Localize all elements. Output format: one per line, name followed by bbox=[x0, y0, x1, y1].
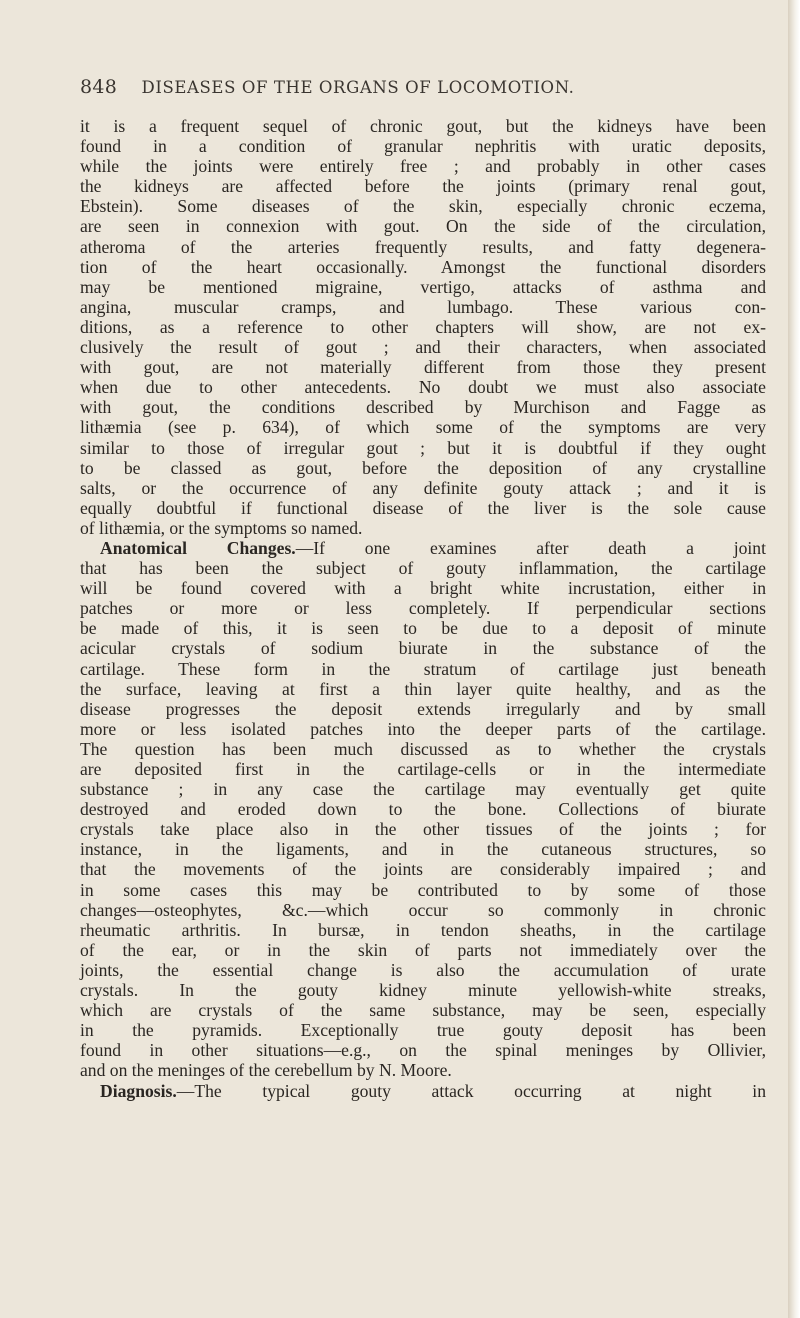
line-text: with gout, are not materially different from those they present bbox=[80, 357, 766, 378]
line-text: that has been the subject of gouty inflammation, the cartilage bbox=[80, 558, 766, 579]
line-text: tion of the heart occasionally. Amongst the functional disorders bbox=[80, 256, 766, 277]
text-line bbox=[80, 317, 766, 337]
running-head bbox=[80, 76, 770, 98]
line-text: patches or more or less completely. If perpendicular sections bbox=[80, 598, 766, 619]
text-line bbox=[80, 116, 766, 136]
line-text: —The typical gouty attack occurring at night in bbox=[176, 1080, 766, 1101]
text-line bbox=[80, 417, 766, 437]
text-line bbox=[80, 638, 766, 658]
text-line bbox=[80, 980, 766, 1000]
line-text: rheumatic arthritis. In bursæ, in tendon sheaths, in the cartilage bbox=[80, 919, 766, 940]
running-head-title: DISEASES OF THE ORGANS OF LOCOMOTION. bbox=[141, 78, 575, 97]
section-heading: Diagnosis. bbox=[100, 1080, 177, 1101]
line-text: disease progresses the deposit extends irregularly and by small bbox=[80, 698, 766, 719]
text-line bbox=[80, 659, 766, 679]
line-text: joints, the essential change is also the accumulation of urate bbox=[80, 959, 766, 980]
text-line bbox=[80, 880, 766, 900]
line-text: —If one examines after death a joint bbox=[295, 537, 766, 558]
text-line bbox=[80, 538, 766, 558]
text-line bbox=[80, 1040, 766, 1060]
line-text: equally doubtful if functional disease of the liver is the sole cause bbox=[80, 497, 766, 518]
text-line bbox=[80, 1000, 766, 1020]
text-line bbox=[80, 779, 766, 799]
line-text: it is a frequent sequel of chronic gout, but the kidneys have been bbox=[80, 116, 766, 136]
body-text bbox=[80, 116, 766, 1101]
line-text: which are crystals of the same substance, may be seen, especially bbox=[80, 1000, 766, 1021]
line-text: cartilage. These form in the stratum of cartilage just beneath bbox=[80, 658, 766, 679]
line-text: the surface, leaving at first a thin layer quite healthy, and as the bbox=[80, 678, 766, 699]
line-text: more or less isolated patches into the deeper parts of the cartilage. bbox=[80, 718, 766, 739]
line-text: when due to other antecedents. No doubt we must also associate bbox=[80, 377, 766, 398]
line-text: clusively the result of gout ; and their characters, when associated bbox=[80, 337, 766, 358]
text-line bbox=[80, 799, 766, 819]
line-text: destroyed and eroded down to the bone. Collections of biurate bbox=[80, 799, 766, 820]
text-line bbox=[80, 518, 766, 538]
line-text: instance, in the ligaments, and in the cutaneous structures, so bbox=[80, 839, 766, 860]
line-text: while the joints were entirely free ; and probably in other cases bbox=[80, 156, 766, 177]
text-line bbox=[80, 498, 766, 518]
line-text: changes—osteophytes, &c.—which occur so commonly in chronic bbox=[80, 899, 766, 920]
text-line bbox=[80, 357, 766, 377]
line-text: similar to those of irregular gout ; but it is doubtful if they ought bbox=[80, 437, 766, 458]
text-line bbox=[80, 297, 766, 317]
line-text: atheroma of the arteries frequently results, and fatty degenera- bbox=[80, 236, 766, 257]
text-line bbox=[80, 859, 766, 879]
text-line bbox=[80, 900, 766, 920]
text-line bbox=[80, 940, 766, 960]
text-line bbox=[80, 819, 766, 839]
line-text: of the ear, or in the skin of parts not immediately over the bbox=[80, 939, 766, 960]
text-line bbox=[80, 337, 766, 357]
text-line bbox=[80, 397, 766, 417]
text-line bbox=[80, 1081, 766, 1101]
text-line bbox=[80, 739, 766, 759]
text-line bbox=[80, 478, 766, 498]
line-text: found in a condition of granular nephritis with uratic deposits, bbox=[80, 136, 766, 157]
page-edge bbox=[788, 0, 800, 1318]
text-line bbox=[80, 679, 766, 699]
text-line bbox=[80, 438, 766, 458]
line-text: in the pyramids. Exceptionally true gouty deposit has been bbox=[80, 1020, 766, 1041]
line-text: acicular crystals of sodium biurate in the substance of the bbox=[80, 638, 766, 659]
line-text: in some cases this may be contributed to by some of those bbox=[80, 879, 766, 900]
line-text: of lithæmia, or the symptoms so named. bbox=[80, 517, 363, 538]
line-text: found in other situations—e.g., on the spinal meninges by Ollivier, bbox=[80, 1040, 766, 1061]
line-text: lithæmia (see p. 634), of which some of the symptoms are very bbox=[80, 417, 766, 438]
text-line bbox=[80, 237, 766, 257]
line-text: will be found covered with a bright white incrustation, either in bbox=[80, 578, 766, 599]
line-text: to be classed as gout, before the deposition of any crystalline bbox=[80, 457, 766, 478]
text-line bbox=[80, 578, 766, 598]
text-line bbox=[80, 176, 766, 196]
line-text: crystals. In the gouty kidney minute yellowish-white streaks, bbox=[80, 980, 766, 1001]
text-line bbox=[80, 920, 766, 940]
page-number: 848 bbox=[80, 76, 118, 98]
text-line bbox=[80, 257, 766, 277]
line-text: with gout, the conditions described by Murchison and Fagge as bbox=[80, 397, 766, 418]
text-line bbox=[80, 1020, 766, 1040]
text-line bbox=[80, 277, 766, 297]
line-text: angina, muscular cramps, and lumbago. These various con- bbox=[80, 296, 766, 317]
line-text: substance ; in any case the cartilage may eventually get quite bbox=[80, 779, 766, 800]
text-line bbox=[80, 558, 766, 578]
line-text: The question has been much discussed as to whether the crystals bbox=[80, 738, 766, 759]
text-line bbox=[80, 598, 766, 618]
text-line bbox=[80, 618, 766, 638]
line-text: are seen in connexion with gout. On the side of the circulation, bbox=[80, 216, 766, 237]
text-line bbox=[80, 839, 766, 859]
line-text: Ebstein). Some diseases of the skin, especially chronic eczema, bbox=[80, 196, 766, 217]
text-line bbox=[80, 719, 766, 739]
text-line bbox=[80, 759, 766, 779]
line-text: the kidneys are affected before the joints (primary renal gout, bbox=[80, 176, 766, 197]
text-line bbox=[80, 196, 766, 216]
text-line bbox=[80, 156, 766, 176]
line-text: that the movements of the joints are considerably impaired ; and bbox=[80, 859, 766, 880]
text-line bbox=[80, 216, 766, 236]
text-line bbox=[80, 458, 766, 478]
text-line bbox=[80, 377, 766, 397]
text-line bbox=[80, 960, 766, 980]
line-text: be made of this, it is seen to be due to a deposit of minute bbox=[80, 618, 766, 639]
line-text: and on the meninges of the cerebellum by N. Moore. bbox=[80, 1060, 452, 1081]
line-text: are deposited first in the cartilage-cells or in the intermediate bbox=[80, 759, 766, 779]
text-line bbox=[80, 699, 766, 719]
line-text: crystals take place also in the other tissues of the joints ; for bbox=[80, 819, 766, 840]
line-text: salts, or the occurrence of any definite gouty attack ; and it is bbox=[80, 477, 766, 498]
line-text: ditions, as a reference to other chapters will show, are not ex- bbox=[80, 316, 766, 337]
text-line bbox=[80, 136, 766, 156]
text-line bbox=[80, 1060, 766, 1080]
line-text: may be mentioned migraine, vertigo, attacks of asthma and bbox=[80, 276, 766, 297]
section-heading: Anatomical Changes. bbox=[100, 537, 296, 558]
